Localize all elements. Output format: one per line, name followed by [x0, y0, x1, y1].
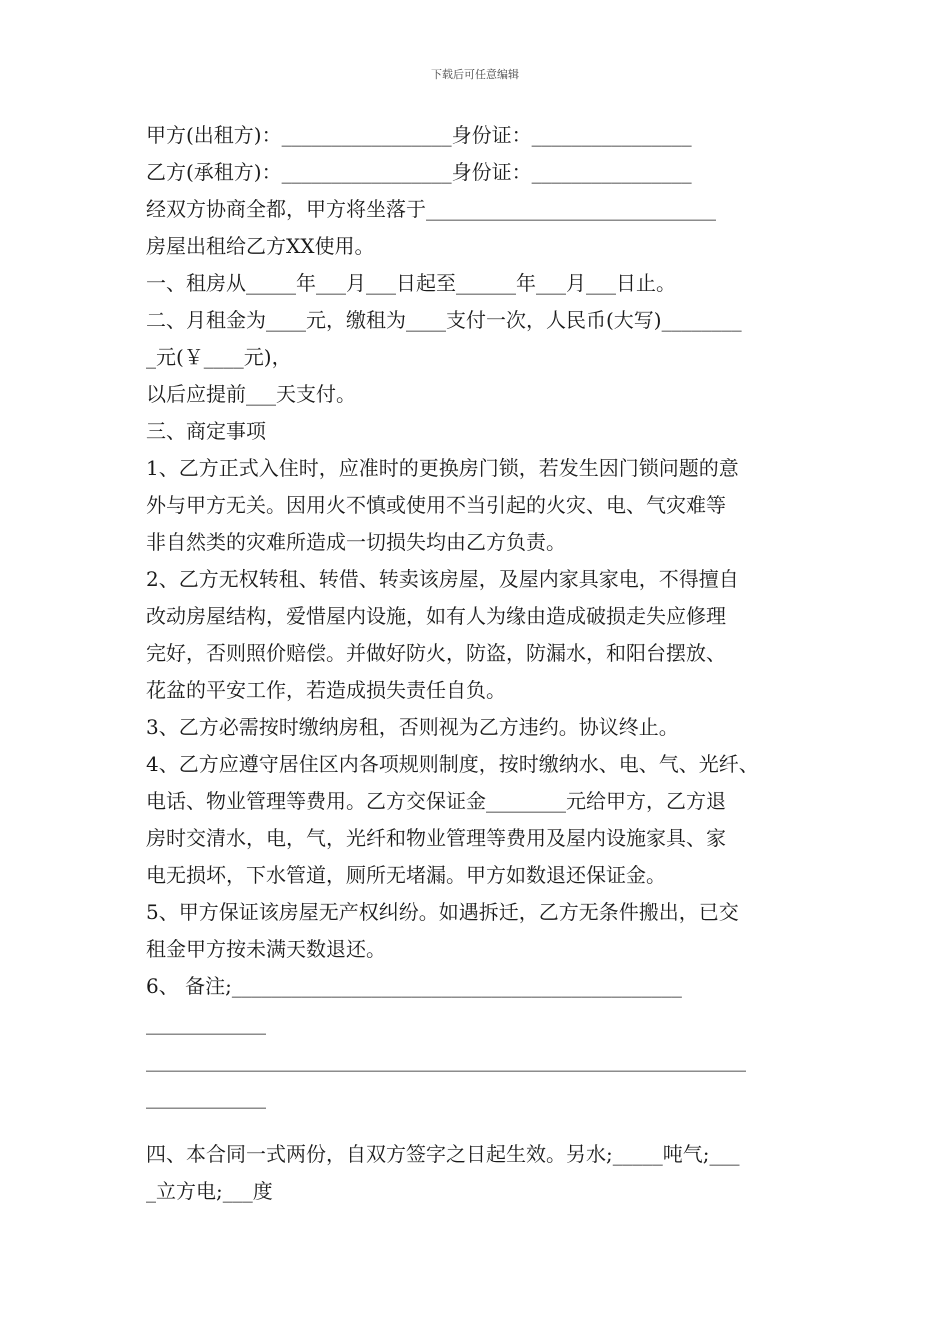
remarks-blank-3: ____________ [146, 1085, 266, 1109]
item-1-line-2: 外与甲方无关。因用火不慎或使用不当引起的火灾、电、气灾难等 [146, 493, 726, 517]
property-use-line: 房屋出租给乙方XX使用。 [146, 234, 375, 258]
clause-3-heading: 三、商定事项 [146, 419, 266, 443]
remarks-blank-2: ____________________________________________________________ [146, 1048, 746, 1072]
item-4-line-4: 电无损坏，下水管道，厕所无堵漏。甲方如数退还保证金。 [146, 863, 666, 887]
item-2-line-1: 2、乙方无权转租、转借、转卖该房屋，及屋内家具家电，不得擅自 [146, 567, 739, 591]
lessee-line: 乙方(承租方)：_________________身份证：________________ [146, 160, 692, 184]
clause-2-rent: 二、月租金为____元，缴租为____支付一次，人民币(大写)________ [146, 308, 742, 332]
item-4-line-2: 电话、物业管理等费用。乙方交保证金________元给甲方，乙方退 [146, 789, 726, 813]
lessor-line: 甲方(出租方)：_________________身份证：________________ [146, 123, 692, 147]
item-4-line-3: 房时交清水，电，气，光纤和物业管理等费用及屋内设施家具、家 [146, 826, 726, 850]
clause-2-advance: 以后应提前___天支付。 [146, 382, 356, 406]
clause-4-line-2: _立方电;___度 [146, 1179, 273, 1203]
clause-2-rent-cont: _元(￥____元)， [146, 345, 292, 369]
contract-body [146, 117, 810, 1210]
item-1-line-3: 非自然类的灾难所造成一切损失均由乙方负责。 [146, 530, 566, 554]
item-2-line-4: 花盆的平安工作，若造成损失责任自负。 [146, 678, 506, 702]
clause-1-term: 一、租房从_____年___月___日起至______年___月___日止。 [146, 271, 676, 295]
item-4-line-1: 4、乙方应遵守居住区内各项规则制度，按时缴纳水、电、气、光纤、 [146, 752, 759, 776]
item-2-line-2: 改动房屋结构，爱惜屋内设施，如有人为缘由造成破损走失应修理 [146, 604, 726, 628]
item-1-line-1: 1、乙方正式入住时，应准时的更换房门锁，若发生因门锁问题的意 [146, 456, 739, 480]
item-5-line-1: 5、甲方保证该房屋无产权纠纷。如遇拆迁，乙方无条件搬出，已交 [146, 900, 739, 924]
item-2-line-3: 完好，否则照价赔偿。并做好防火，防盗，防漏水，和阳台摆放、 [146, 641, 726, 665]
item-5-line-2: 租金甲方按未满天数退还。 [146, 937, 386, 961]
spacer [146, 1116, 810, 1136]
item-3-line-1: 3、乙方必需按时缴纳房租，否则视为乙方违约。协议终止。 [146, 715, 679, 739]
remarks-blank-1: ____________ [146, 1011, 266, 1035]
property-location-line: 经双方协商全都，甲方将坐落于_____________________________ [146, 197, 716, 221]
clause-4-line-1: 四、本合同一式两份，自双方签字之日起生效。另水;_____吨气;___ [146, 1142, 740, 1166]
page-header-note: 下载后可任意编辑 [431, 68, 519, 81]
item-6-remarks: 6、 备注;_____________________________________________ [146, 974, 682, 998]
